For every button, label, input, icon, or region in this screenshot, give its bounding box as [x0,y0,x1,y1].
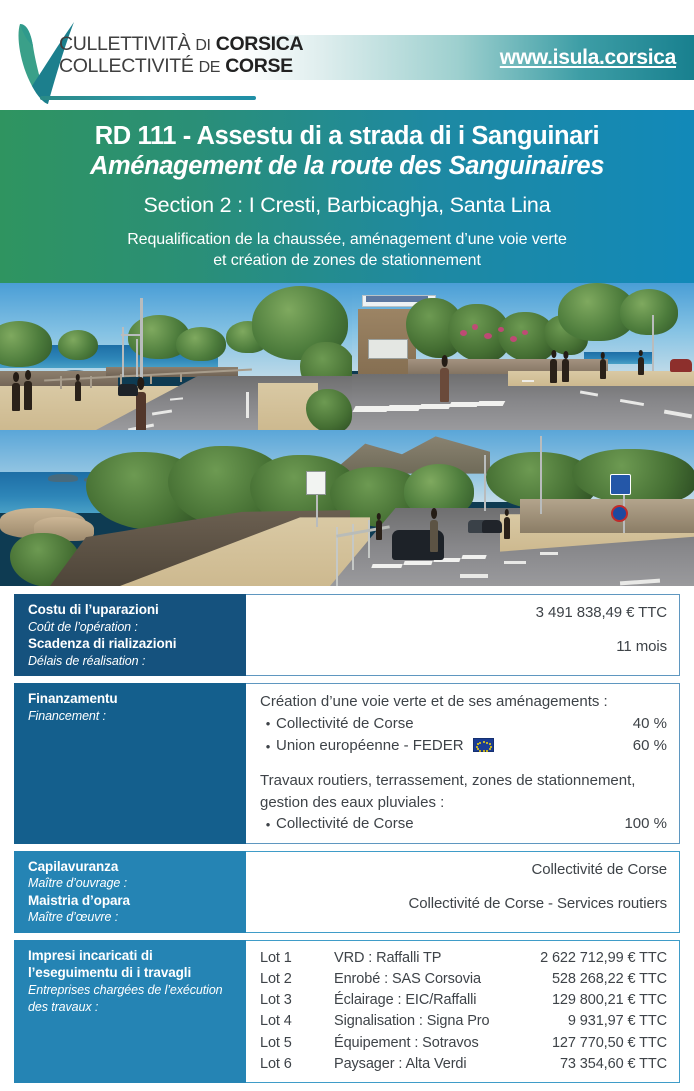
label-contractors-corsican-line1: Impresi incaricati di [28,947,153,963]
photo-car [118,384,138,396]
info-block-project-owner [14,851,680,933]
lot-amount: 127 770,50 € TTC [551,1034,667,1051]
lot-amount: 129 800,21 € TTC [551,992,667,1009]
lot-number: Lot 4 [260,1013,292,1030]
contractor-lot-row [260,1054,667,1075]
financing-source: Collectivité de Corse [276,815,414,833]
photo-pedestrian [550,359,557,383]
contractor-lot-row [260,990,667,1011]
lot-description: Enrobé : SAS Corsovia [334,971,481,988]
logo-line2-mid: DE [198,58,221,76]
financing-spacer [260,758,667,770]
project-title-french: Aménagement de la route des Sanguinaires [90,151,604,180]
logo-line1-bold: CORSICA [215,33,304,55]
contractor-lot-row [260,969,667,990]
logo-line2-light: COLLECTIVITÉ [59,54,194,77]
financing-percentage: 100 % [624,815,667,833]
project-subtitle-line2: et création de zones de stationnement [213,252,481,270]
no-parking-sign-icon [611,505,628,522]
institution-name-corsican [59,34,303,56]
photo-pedestrian [600,359,606,379]
label-contractors-corsican-line2: l’eseguimentu di i travagli [28,965,192,981]
label-duration-french: Délais de réalisation : [28,653,146,668]
financing-source-wrapper [276,735,633,758]
lot-description: Signalisation : Signa Pro [334,1013,490,1030]
info-label-cost-duration [14,594,246,676]
lot-number: Lot 6 [260,1055,292,1072]
project-title-banner [0,110,694,283]
photo-pedestrian [504,517,510,539]
label-duration-corsican: Scadenza di rializazioni [28,636,177,652]
info-label-contractors [14,940,246,1083]
page-header [0,0,694,110]
financing-row [260,713,667,736]
lot-number: Lot 2 [260,971,292,988]
value-duration: 11 mois [616,637,667,655]
value-spacer [260,624,667,636]
photo-pedestrian [440,368,449,402]
photo-crosswalk-restaurant [352,283,694,430]
project-section-label: Section 2 : I Cresti, Barbicaghja, Santa Lina [143,193,551,218]
project-subtitle-line1: Requalification de la chaussée, aménagement d’une voie verte [127,230,567,248]
logo-line2-bold: CORSE [225,54,293,77]
label-cost-french: Coût de l’opération : [28,619,138,634]
photo-pedestrian [75,381,81,401]
lot-description: VRD : Raffalli TP [334,949,442,966]
financing-source: Collectivité de Corse [276,714,414,732]
photo-seafront-promenade [0,283,352,430]
label-financing-french: Financement : [28,708,106,723]
logo-line1-mid: DI [195,37,211,54]
financing-row [260,813,667,836]
photo-greenway-coastal [0,430,694,586]
photo-pedestrian [638,357,644,375]
label-contractors-french-line2: des travaux : [28,999,99,1014]
photo-car [482,520,502,533]
institution-name [59,34,303,78]
photo-pedestrian [562,359,569,382]
lot-amount: 9 931,97 € TTC [567,1013,667,1030]
photo-pedestrian [12,383,20,411]
lot-number: Lot 3 [260,992,292,1009]
label-contractors-french-line1: Entreprises chargées de l’exécution [28,983,223,998]
financing-row [260,735,667,758]
label-owner-corsican: Capilavuranza [28,858,119,874]
logo-line1-light: CULLETTIVITÀ [59,33,191,55]
info-value-financing [246,683,680,844]
lot-amount: 528 268,22 € TTC [551,971,667,988]
project-photo-montage [0,283,694,586]
lot-number: Lot 5 [260,1034,292,1051]
photo-pedestrian [24,381,32,410]
label-manager-corsican: Maistria d’opara [28,892,130,908]
info-block-financing [14,683,680,844]
lot-amount: 73 354,60 € TTC [559,1055,667,1072]
bullet-icon: • [265,816,271,832]
financing-percentage: 40 % [632,714,667,732]
info-value-contractors [246,940,680,1083]
financing-group1-title: Création d’une voie verte et de ses aménagements : [260,693,608,711]
label-manager-french: Maître d’œuvre : [28,910,119,925]
value-spacer [260,881,667,893]
label-cost-corsican: Costu di l’uparazioni [28,602,159,617]
financing-group2-title-line2: gestion des eaux pluviales : [260,793,445,811]
lot-description: Paysager : Alta Verdi [334,1055,467,1072]
logo-underline-rule [40,96,256,100]
photo-row-top [0,283,694,430]
photo-car [670,359,692,372]
info-label-project-owner [14,851,246,933]
label-owner-french: Maître d’ouvrage : [28,876,127,891]
label-financing-corsican: Finanzamentu [28,691,118,707]
value-project-owner: Collectivité de Corse [531,860,667,878]
contractor-lot-row [260,948,667,969]
contractor-lot-row [260,1011,667,1032]
contractor-lot-row [260,1033,667,1054]
lot-description: Éclairage : EIC/Raffalli [334,992,477,1009]
pedestrian-crossing-sign-icon [610,474,631,495]
website-url-link[interactable]: www.isula.corsica [499,46,676,69]
lot-amount: 2 622 712,99 € TTC [540,949,667,966]
project-title-corsican: RD 111 - Assestu di a strada di i Sanguinari [94,122,600,150]
photo-pedestrian [376,520,382,540]
bullet-icon: • [265,738,271,754]
photo-pedestrian [430,520,438,552]
financing-source: Union européenne - FEDER [276,737,464,755]
lot-number: Lot 1 [260,949,292,966]
financing-group2-title-line1: Travaux routiers, terrassement, zones de stationnement, [260,771,636,789]
info-block-contractors [14,940,680,1083]
value-project-manager: Collectivité de Corse - Services routiers [408,894,667,912]
financing-percentage: 60 % [632,737,667,755]
european-union-flag-icon [473,738,494,752]
info-block-cost-duration [14,594,680,676]
lot-description: Équipement : Sotravos [334,1034,479,1051]
bullet-icon: • [265,716,271,732]
value-total-cost: 3 491 838,49 € TTC [535,604,667,621]
info-label-financing [14,683,246,844]
project-info-table [0,586,694,1091]
info-value-cost-duration [246,594,680,676]
photo-pedestrian [136,392,146,430]
institution-name-french [59,56,303,78]
info-value-project-owner [246,851,680,933]
